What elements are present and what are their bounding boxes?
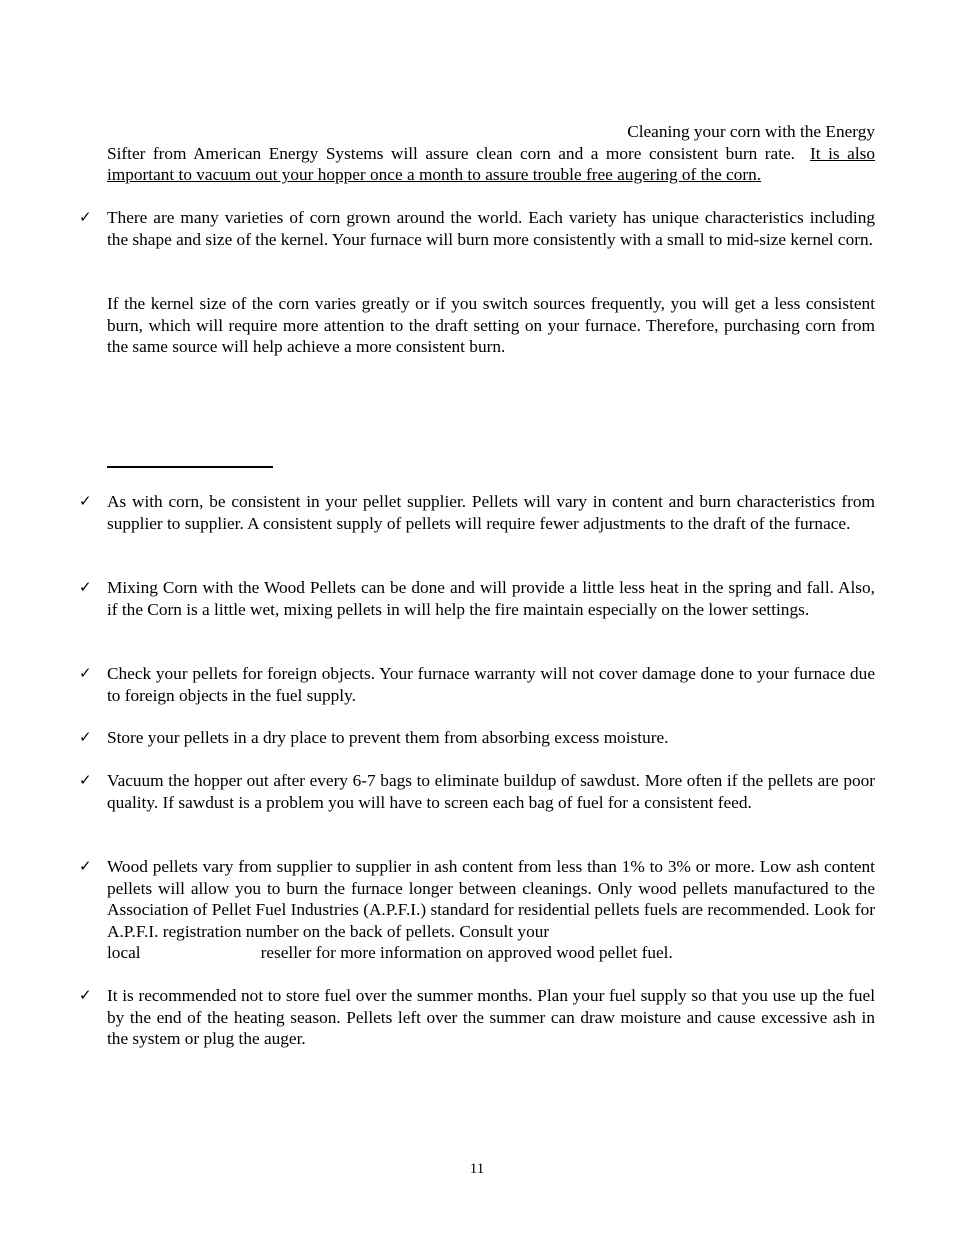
pellet-bullet-3: Check your pellets for foreign objects. Your furnace warranty will not cover damage done to your furnace due to foreign objects in the fuel supply. xyxy=(107,664,875,705)
ash-content-paragraph xyxy=(107,856,875,942)
storage-paragraph: It is recommended not to store fuel over the summer months. Plan your fuel supply so that you use up the fuel by the end of the heating season. Pellets left over the summer can draw moisture and cause excessive ash in the system or plug the auger. xyxy=(107,986,875,1049)
checkmark-icon: ✓ xyxy=(79,771,92,789)
pellet-bullet-1: As with corn, be consistent in your pellet supplier. Pellets will vary in content and burn characteristics from supplier to supplier. A consistent supply of pellets will require fewer adjustments to the draft of the furnace. xyxy=(107,492,875,533)
corn-intro-text: Sifter from American Energy Systems will assure clean corn and a more consistent burn rate. xyxy=(107,143,795,163)
ash-reseller-text: reseller for more information on approved wood pellet fuel. xyxy=(260,943,673,962)
checkmark-icon: ✓ xyxy=(79,664,92,682)
pellet-bullet-5: Vacuum the hopper out after every 6-7 bags to eliminate buildup of sawdust. More often if the pellets are poor quality. If sawdust is a problem you will have to screen each bag of fuel for a consistent feed. xyxy=(107,771,875,812)
pellet-bullet-2: Mixing Corn with the Wood Pellets can be done and will provide a little less heat in the spring and fall. Also, if the Corn is a little wet, mixing pellets in will help the fire maintain especially on the lower settings. xyxy=(107,578,875,619)
checkmark-icon: ✓ xyxy=(79,857,92,875)
ash-local-word: local xyxy=(107,943,141,962)
section-heading-rule xyxy=(107,466,273,468)
ash-content-last-line xyxy=(107,942,875,964)
checkmark-icon: ✓ xyxy=(79,208,92,226)
ash-content-text: Wood pellets vary from supplier to supplier in ash content from less than 1% to 3% or more. Low ash content pellets will allow you to burn the furnace longer between cleanings. Only wood pellets manufactured to the Association of Pellet Fuel Industries (A.P.F.I.) standard for residential pellets fuels are recommended. Look for A.P.F.I. registration number on the back of pellets. Consult your xyxy=(107,857,875,941)
checkmark-icon: ✓ xyxy=(79,986,92,1004)
pellet-bullet-4: Store your pellets in a dry place to prevent them from absorbing excess moisture. xyxy=(107,728,669,747)
checkmark-icon: ✓ xyxy=(79,728,92,746)
corn-intro-underlined: It is also important to vacuum out your hopper once a month to assure trouble free augering of the corn. xyxy=(107,143,876,185)
checkmark-icon: ✓ xyxy=(79,492,92,510)
page-number: 11 xyxy=(469,1161,485,1177)
corn-intro-paragraph xyxy=(107,121,875,186)
corn-kernel-paragraph: If the kernel size of the corn varies greatly or if you switch sources frequently, you will get a less consistent burn, which will require more attention to the draft setting on your furnace. Therefore, purchasing corn from the same source will help achieve a more consistent burn. xyxy=(107,294,875,357)
corn-intro-line1: Cleaning your corn with the Energy xyxy=(627,122,875,141)
corn-varieties-paragraph: There are many varieties of corn grown around the world. Each variety has unique characteristics including the shape and size of the kernel. Your furnace will burn more consistently with a small to mid-size kernel corn. xyxy=(107,208,875,249)
checkmark-icon: ✓ xyxy=(79,578,92,596)
